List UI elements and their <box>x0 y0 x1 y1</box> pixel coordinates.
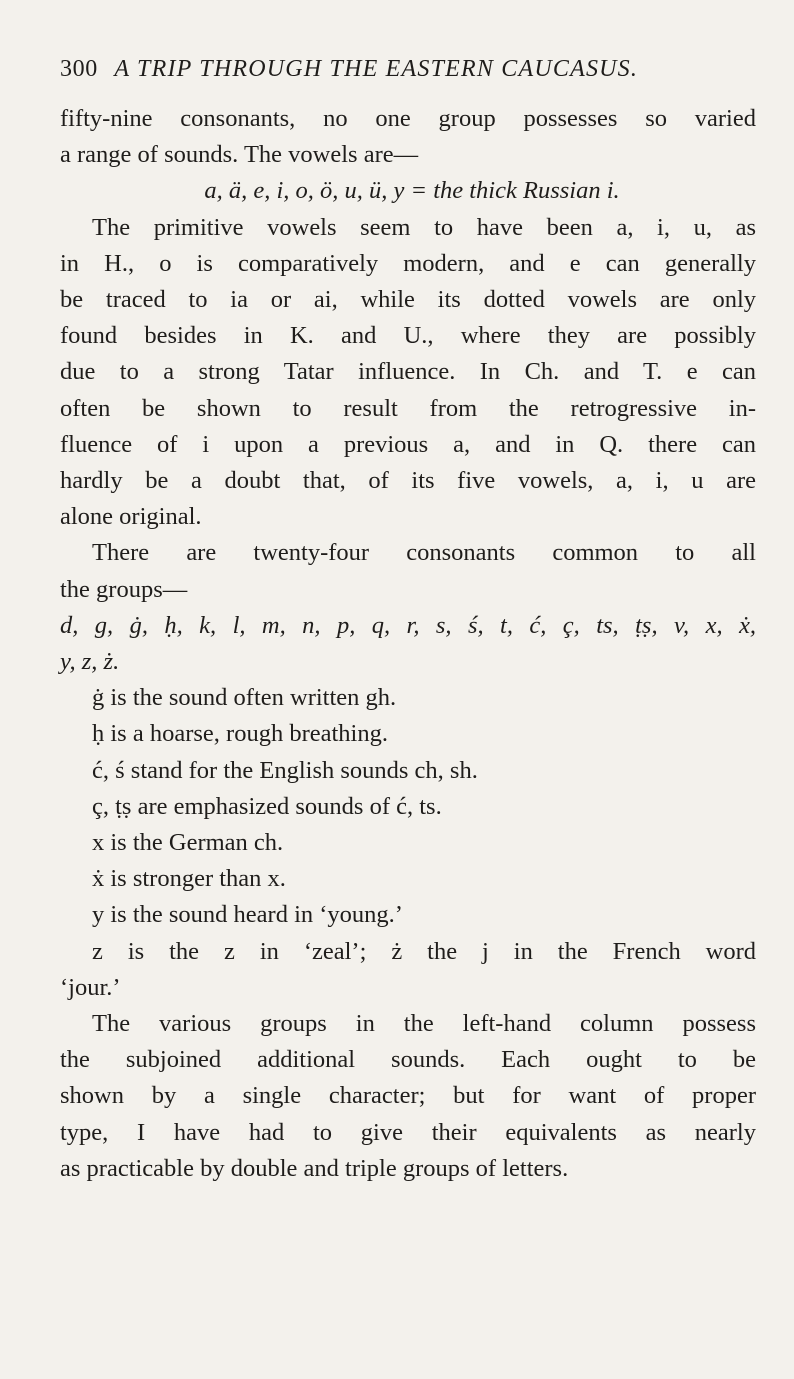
text-line: type, I have had to give their equivalents as nearly <box>60 1118 756 1146</box>
definition: ġ is the sound often written gh. <box>92 684 397 712</box>
definition: ć, ś stand for the English sounds ch, sh. <box>92 756 478 784</box>
text-line: There are twenty-four consonants common to all <box>92 539 756 567</box>
definition: ẋ is stronger than x. <box>92 865 286 893</box>
text-line: found besides in K. and U., where they are possibly <box>60 322 756 350</box>
definition: y is the sound heard in ‘young.’ <box>92 901 403 929</box>
definition-z <box>60 934 756 1006</box>
consonant-list-line: d, g, ġ, ḥ, k, l, m, n, p, q, r, s, ś, t, ć, ç, ts, ṭṣ, v, x, ẋ, <box>60 611 756 639</box>
vowel-list <box>60 173 756 209</box>
text-line: in H., o is comparatively modern, and e can generally <box>60 249 756 277</box>
body-text <box>60 101 756 1187</box>
definition: x is the German ch. <box>92 829 284 857</box>
page-number: 300 <box>60 56 98 82</box>
text-line: hardly be a doubt that, of its five vowels, a, i, u are <box>60 467 756 495</box>
text-line: fifty-nine consonants, no one group possesses so varied <box>60 105 756 132</box>
paragraph-4 <box>60 1006 756 1187</box>
text-line: due to a strong Tatar influence. In Ch. and T. e can <box>60 358 756 386</box>
text-line: alone original. <box>60 503 202 531</box>
text-line: z is the z in ‘zeal’; ż the j in the French word <box>92 937 756 965</box>
vowel-list-text: a, ä, e, i, o, ö, u, ü, y = the thick Russian i. <box>204 177 620 205</box>
text-line: be traced to ia or ai, while its dotted vowels are only <box>60 286 756 314</box>
paragraph-1 <box>60 101 756 173</box>
consonant-list-line: y, z, ż. <box>60 648 120 676</box>
text-line: ‘jour.’ <box>60 973 121 1001</box>
text-line: the subjoined additional sounds. Each ought to be <box>60 1046 756 1074</box>
book-page <box>60 56 756 1187</box>
running-head <box>60 56 756 83</box>
paragraph-3 <box>60 535 756 607</box>
running-title: A TRIP THROUGH THE EASTERN CAUCASUS. <box>114 56 639 82</box>
text-line: as practicable by double and triple groups of letters. <box>60 1154 569 1182</box>
definition: ḥ is a hoarse, rough breathing. <box>92 720 388 748</box>
text-line: The various groups in the left-hand column possess <box>92 1010 756 1038</box>
text-line: The primitive vowels seem to have been a, i, u, as <box>92 213 756 241</box>
definition: ç, ṭṣ are emphasized sounds of ć, ts. <box>92 792 442 820</box>
text-line: often be shown to result from the retrogressive in- <box>60 394 756 422</box>
paragraph-2 <box>60 210 756 536</box>
consonant-list <box>60 608 756 680</box>
text-line: shown by a single character; but for want of proper <box>60 1082 756 1110</box>
text-line: fluence of i upon a previous a, and in Q. there can <box>60 430 756 458</box>
text-line: a range of sounds. The vowels are— <box>60 141 419 169</box>
text-line: the groups— <box>60 575 188 603</box>
